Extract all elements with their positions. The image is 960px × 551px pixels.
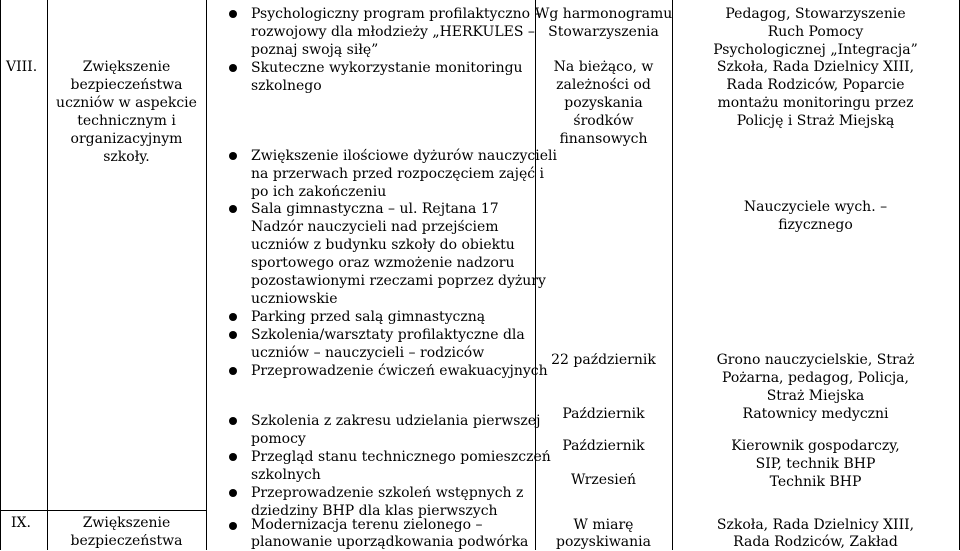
- task-text: Parking przed salą gimnastyczną: [251, 309, 486, 325]
- bullet-icon: [229, 417, 237, 425]
- objective-text: Zwiększenie: [82, 59, 171, 75]
- task-text: planowanie uporządkowania podwórka: [251, 534, 529, 550]
- table-border-left: [0, 0, 1, 550]
- column-divider: [206, 0, 207, 550]
- deadline-text: pozyskania: [564, 95, 643, 111]
- bullet-icon: [229, 205, 237, 213]
- deadline-text: Stowarzyszenia: [548, 24, 659, 40]
- deadline-text: środków: [573, 113, 634, 129]
- task-text: Skuteczne wykorzystanie monitoringu: [251, 60, 523, 76]
- task-text: szkolnego: [251, 78, 322, 94]
- bullet-icon: [229, 331, 237, 339]
- responsible-text: Nauczyciele wych. –: [743, 199, 888, 215]
- responsible-text: Szkoła, Rada Dzielnicy XIII,: [716, 59, 915, 75]
- task-text: szkolnych: [251, 467, 321, 483]
- objective-text: bezpieczeństwa: [70, 533, 183, 549]
- task-text: sportowego oraz wzmożenie nadzoru: [251, 255, 515, 271]
- responsible-text: fizycznego: [778, 217, 853, 233]
- task-text: Przegląd stanu technicznego pomieszczeń: [251, 449, 551, 465]
- responsible-text: Grono nauczycielskie, Straż: [716, 352, 915, 368]
- deadline-text: pozyskiwania: [556, 534, 651, 550]
- deadline-text: Wrzesień: [570, 472, 637, 488]
- objective-text: Zwiększenie: [82, 515, 171, 531]
- task-text: Przeprowadzenie szkoleń wstępnych z: [251, 485, 524, 501]
- task-text: rozwojowy dla młodzieży „HERKULES –: [251, 24, 535, 40]
- responsible-text: Rada Rodziców, Poparcie: [726, 77, 905, 93]
- objective-text: bezpieczeństwa: [70, 77, 183, 93]
- task-text: Psychologiczny program profilaktyczno –: [251, 6, 542, 22]
- row-number: VIII.: [6, 59, 38, 75]
- task-text: Zwiększenie ilościowe dyżurów nauczycieli: [251, 148, 557, 164]
- task-text: uczniowskie: [251, 291, 338, 307]
- bullet-icon: [229, 453, 237, 461]
- bullet-icon: [229, 64, 237, 72]
- responsible-text: Policję i Straż Miejską: [736, 113, 895, 129]
- responsible-text: Straż Miejska: [766, 388, 865, 404]
- deadline-text: finansowych: [559, 131, 648, 147]
- task-text: dziedziny BHP dla klas pierwszych: [251, 503, 498, 519]
- deadline-text: 22 październik: [551, 352, 656, 368]
- deadline-text: Wg harmonogramu: [535, 6, 673, 22]
- task-text: Modernizacja terenu zielonego –: [251, 517, 483, 533]
- responsible-text: Pedagog, Stowarzyszenie: [725, 6, 906, 22]
- deadline-text: Październik: [562, 438, 645, 454]
- responsible-text: Ruch Pomocy: [767, 24, 864, 40]
- row-number: IX.: [11, 515, 31, 531]
- bullet-icon: [229, 489, 237, 497]
- deadline-text: zależności od: [556, 77, 651, 93]
- row-divider: [0, 510, 206, 511]
- deadline-text: Październik: [562, 406, 645, 422]
- task-text: Sala gimnastyczna – ul. Rejtana 17: [251, 201, 499, 217]
- bullet-icon: [229, 313, 237, 321]
- task-text: poznaj swoją siłę”: [251, 42, 379, 58]
- responsible-text: Pożarna, pedagog, Policja,: [722, 370, 909, 386]
- task-text: pomocy: [251, 431, 306, 447]
- responsible-text: SIP, technik BHP: [755, 456, 876, 472]
- task-text: na przerwach przed rozpoczęciem zajęć i: [251, 166, 545, 182]
- bullet-icon: [229, 367, 237, 375]
- objective-text: szkoły.: [103, 149, 150, 165]
- deadline-text: Na bieżąco, w: [553, 59, 654, 75]
- task-text: Szkolenia z zakresu udzielania pierwszej: [251, 413, 541, 429]
- responsible-text: Rada Rodziców, Zakład: [733, 534, 898, 550]
- task-text: Szkolenia/warsztaty profilaktyczne dla: [251, 327, 525, 343]
- responsible-text: Ratownicy medyczni: [742, 406, 889, 422]
- deadline-text: W miarę: [573, 517, 634, 533]
- task-text: po ich zakończeniu: [251, 184, 387, 200]
- bullet-icon: [229, 522, 237, 530]
- task-text: Nadzór nauczycieli nad przejściem: [251, 219, 499, 235]
- task-text: uczniów z budynku szkoły do obiektu: [251, 237, 515, 253]
- task-text: uczniów – nauczycieli – rodziców: [251, 345, 485, 361]
- objective-text: organizacyjnym: [70, 131, 183, 147]
- task-text: Przeprowadzenie ćwiczeń ewakuacyjnych: [251, 363, 548, 379]
- bullet-icon: [229, 152, 237, 160]
- responsible-text: Psychologicznej „Integracja”: [713, 42, 918, 58]
- objective-text: uczniów w aspekcie: [56, 95, 197, 111]
- objective-text: technicznym i: [77, 113, 176, 129]
- task-text: pozostawionymi rzeczami poprzez dyżury: [251, 273, 546, 289]
- responsible-text: montażu monitoringu przez: [717, 95, 914, 111]
- responsible-text: Technik BHP: [769, 474, 862, 490]
- responsible-text: Szkoła, Rada Dzielnicy XIII,: [716, 517, 915, 533]
- bullet-icon: [229, 10, 237, 18]
- responsible-text: Kierownik gospodarczy,: [731, 438, 900, 454]
